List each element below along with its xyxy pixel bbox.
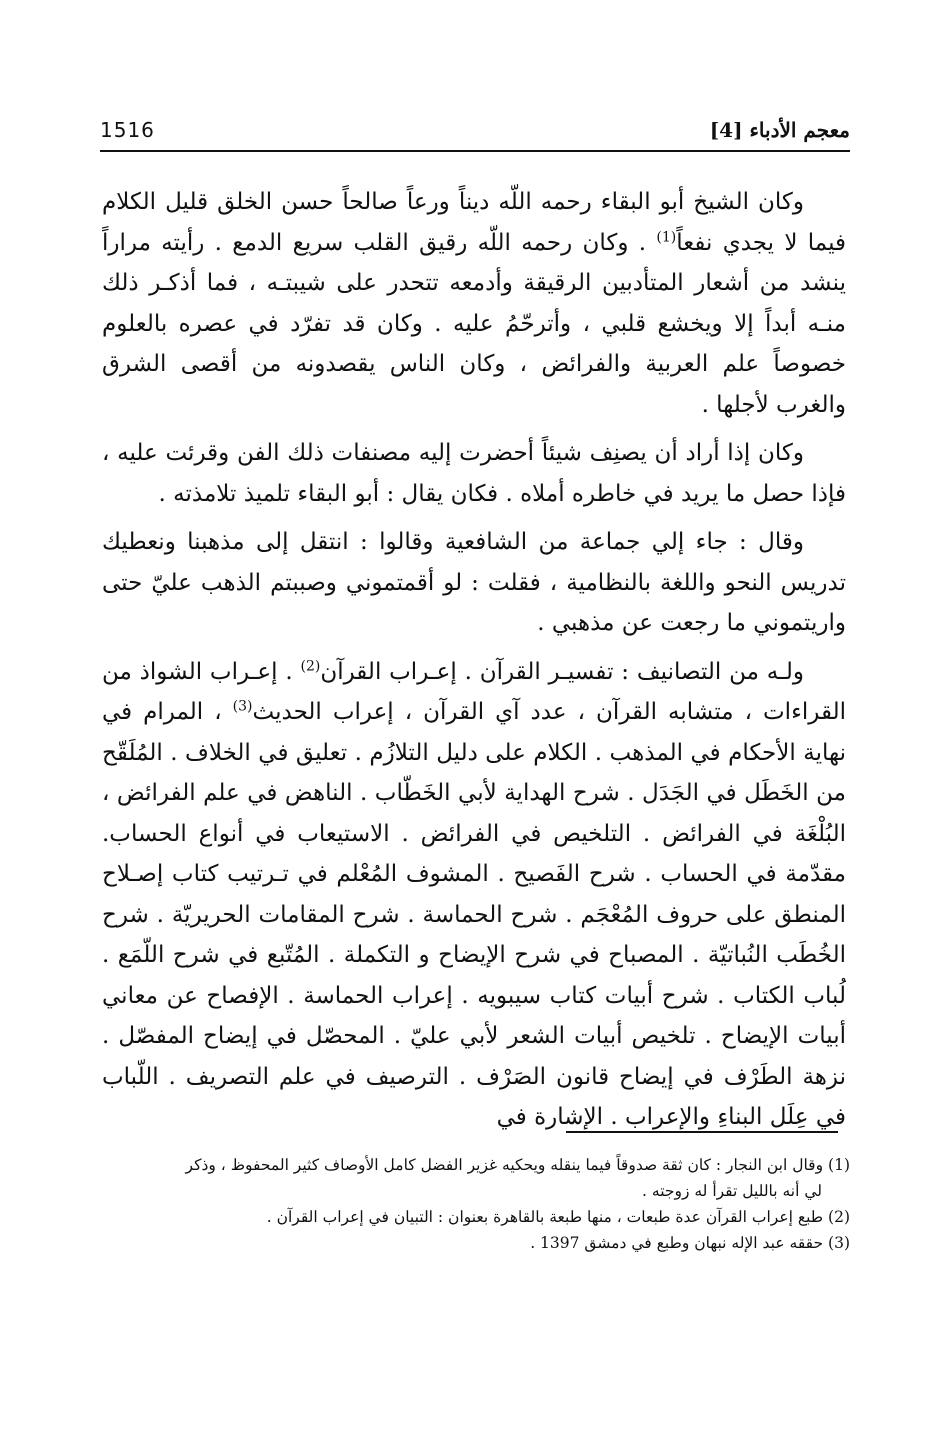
paragraph-text: ولـه من التصانيف : تفسيـر القرآن . إعـراب القرآن: [320, 658, 804, 685]
paragraph-4: [102, 652, 846, 1138]
paragraph-3: [102, 522, 846, 644]
footnote-3: (3) حققه عبد الإله نبهان وطبع في دمشق 1397 .: [530, 1234, 850, 1252]
footnote-separator: [566, 1131, 838, 1133]
header-rule: [100, 150, 850, 152]
footnote-1: (1) وقال ابن النجار : كان ثقة صدوقاً فيما ينقله ويحكيه غزير الفضل كامل الأوصاف كثير المحفوظ ، وذكر: [185, 1156, 850, 1174]
paragraph-text: . وكان رحمه اللّه رقيق القلب سريع الدمع . رأيته مراراً ينشد من أشعار المتأدبين الرقيقة وأدمعه تتحدر على شيبتـه ، فما أذكـر ذلك منـه أبداً إلا ويخشع قلبي ، وأترحّمُ عليه . وكان قد تفرّد في عصره بالعلوم خصوصاً علم العربية والفرائض ، وكان الناس يقصدونه من أقصى الشرق والغرب لأجلها .: [102, 229, 846, 418]
paragraph-text: وكان إذا أراد أن يصنِف شيئاً أحضرت إليه مصنفات ذلك الفن وقرئت عليه ، فإذا حصل ما يريد في خاطره أملاه . فكان يقال : أبو البقاء تلميذ تلامذته .: [102, 440, 846, 507]
footnote-2: (2) طبع إعراب القرآن عدة طبعات ، منها طبعة بالقاهرة بعنوان : التبيان في إعراب القرآن .: [266, 1208, 850, 1226]
paragraph-text: . إعـراب الشواذ من القراءات ، متشابه القرآن ، عدد آي القرآن ، إعراب الحديث: [102, 658, 846, 725]
paragraph-text: ، المرام في نهاية الأحكام في المذهب . الكلام على دليل التلازُم . تعليق في الخلاف . المُلَقّح من الخَطَل في الجَدَل . شرح الهداية لأبي الخَطّاب . الناهض في علم الفرائض ، البُلْغَة في الفرائض . التلخيص في الفرائض . الاستيعاب في أنواع الحساب. مقدّمة في الحساب . شرح الفَصيح . المشوف المُعْلم في تـرتيب كتاب إصـلاح المنطق على حروف المُعْجَم . شرح الحماسة . شرح المقامات الحريريّة . شرح الخُطَب النُباتيّة . المصباح في شرح الإيضاح و التكملة . المُتّبع في شرح اللّمَع . لُباب الكتاب . شرح أبيات كتاب سيبويه . إعراب الحماسة . الإفصاح عن معاني أبيات الإيضاح . تلخيص أبيات الشعر لأبي عليّ . المحصّل في إيضاح المفصّل . نزهة الطَرْف في إيضاح قانون الصَرْف . الترصيف في علم التصريف . اللّباب في عِلَل البناءِ والإعراب . الإشارة في: [102, 699, 846, 1130]
paragraph-text: وقال : جاء إلي جماعة من الشافعية وقالوا : انتقل إلى مذهبنا ونعطيك تدريس النحو واللغة بالنظامية ، فقلت : لو أقمتموني وصببتم الذهب عليّ حتى واريتموني ما رجعت عن مذهبي .: [102, 529, 846, 636]
page-number: 1516: [100, 118, 155, 142]
paragraph-2: [102, 433, 846, 514]
paragraph-text: وكان الشيخ أبو البقاء رحمه اللّه ديناً ورعاً صالحاً حسن الخلق قليل الكلام فيما لا يجدي نفعاً: [102, 189, 847, 256]
footnote-marker: (2): [300, 657, 321, 674]
main-text: [102, 182, 846, 1138]
page-header: [100, 118, 850, 148]
paragraph-1: [102, 182, 846, 425]
footnote-marker: (1): [656, 228, 677, 245]
book-title: معجم الأدباء [4]: [709, 118, 850, 142]
footnote-marker: (3): [232, 698, 253, 715]
footnote-1-continuation: لي أنه بالليل تقرأ له زوجته .: [642, 1182, 822, 1200]
footnotes: [96, 1152, 850, 1256]
